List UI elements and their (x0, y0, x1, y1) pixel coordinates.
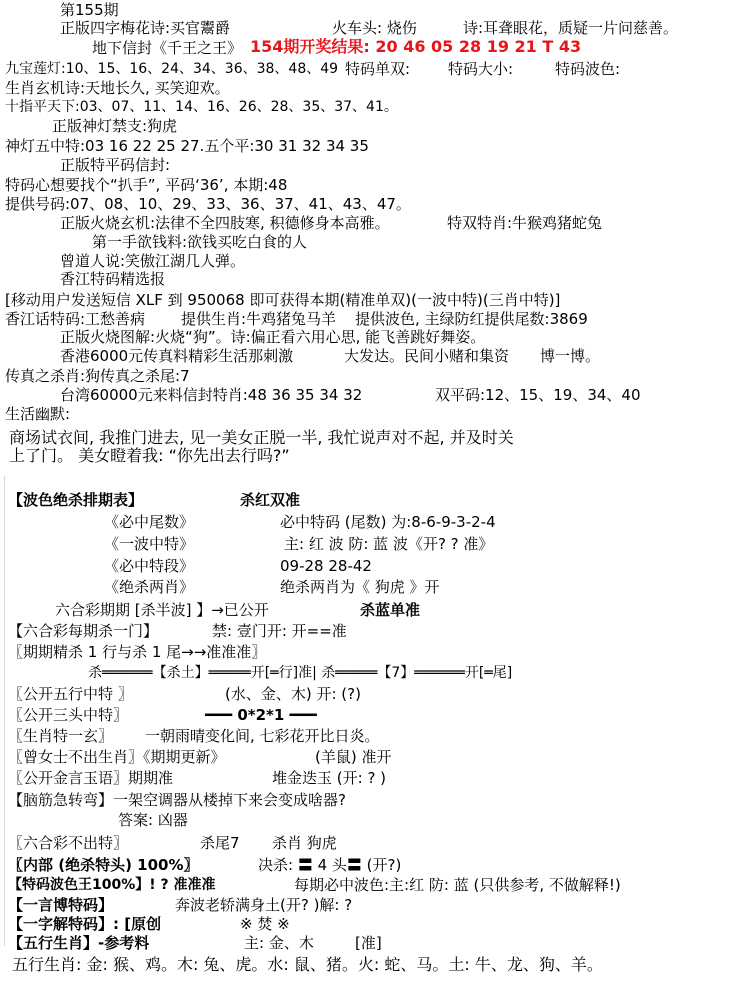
fax-kill: 传真之杀肖:狗传真之杀尾:7 (5, 367, 190, 385)
once-said: 曾道人说:笑傲江湖几人弹。 (60, 252, 246, 270)
one-char-value: ※ 焚 ※ (240, 915, 290, 933)
must-segment-value: 09-28 28-42 (280, 557, 372, 575)
double-flat: 双平码:12、15、19、34、40 (435, 386, 641, 404)
tw-60000: 台湾60000元来料信封特肖:48 36 35 34 32 (60, 386, 363, 404)
not-out: 〖六合彩不出特〗 (8, 834, 129, 852)
kill-two: 《绝杀两肖》 (104, 578, 195, 596)
forbidden-branch: 正版神灯禁支:狗虎 (52, 117, 178, 135)
one-word-value: 奔波老轿满身土(开? )解: ? (175, 896, 353, 914)
special-odd-even: 特码单双: (345, 60, 411, 78)
provided-numbers: 提供号码:07、08、10、29、33、36、37、41、43、47。 (5, 195, 411, 213)
three-heads-value: ━━━ 0*2*1 ━━━ (205, 706, 317, 724)
gold-jade-value: 堆金迭玉 (开: ? ) (272, 769, 387, 787)
ten-fingers: 十指平天下:03、07、11、14、16、26、28、35、37、41。 (5, 99, 398, 115)
riddle-answer: 答案: 凶器 (118, 811, 188, 829)
five-zodiac-ok: [准] (355, 934, 382, 952)
first-craving: 第一手欲钱料:欲钱买吃白食的人 (92, 233, 308, 251)
five-elements-value: (水、金、木) 开: (?) (225, 685, 361, 703)
special-size: 特码大小: (448, 60, 514, 78)
issue-number: 第155期 (60, 1, 119, 19)
fire-mystery: 正版火烧玄机:法律不全四肢寒, 积德修身本高雅。 (60, 214, 390, 232)
hk-6000-b: 大发达。民间小赌和集资 (344, 347, 510, 365)
one-char: 【一字解特码】: [原创 (8, 915, 162, 933)
five-zodiac-main: 主: 金、木 (244, 934, 314, 952)
kill-red: 杀红双准 (240, 491, 301, 509)
five-zodiac: 【五行生肖】-参考料 (8, 934, 150, 952)
poem-text: 诗:耳聋眼花，质疑一片问慈善。 (463, 19, 679, 37)
inner-head-value: 决杀: 〓 4 头〓 (开?) (258, 856, 402, 874)
gold-jade: 〖公开金言玉语〗期期准 (8, 769, 174, 787)
kill-earth-row: 杀══════【杀土】═════开[═行]准| 杀═════【7】══════开[═尾] (88, 665, 513, 681)
not-out-zodiac: 杀肖 狗虎 (272, 834, 337, 852)
five-elements: 〖公开五行中特 〗 (8, 685, 133, 703)
kill-door-value: 禁: 壹门开: 开==准 (212, 622, 347, 640)
underground-letter: 地下信封《千王之王》 (92, 39, 243, 57)
humor-title: 生活幽默: (5, 405, 71, 423)
find-hand: 特码心想要找个“扒手”, 平码‘36’, 本期:48 (5, 176, 288, 194)
lotus-lantern: 九宝莲灯:10、15、16、24、34、36、38、48、49 (5, 61, 339, 77)
riddle: 【脑筋急转弯】一架空调器从楼掉下来会变成啥器? (8, 791, 346, 809)
must-tail: 《必中尾数》 (104, 513, 195, 531)
train-head: 火车头: 烧伤 (332, 19, 417, 37)
hk-select: 香江特码精选报 (60, 270, 166, 288)
must-tail-value: 必中特码 (尾数) 为:8-6-9-3-2-4 (280, 513, 496, 531)
five-zodiac-list: 五行生肖: 金: 猴、鸡。木: 兔、虎。水: 鼠、猪。火: 蛇、马。土: 牛、龙、狗、羊。 (12, 955, 603, 974)
row-tail-kill: 〖期期精杀 1 行与杀 1 尾→→准准准〗 (8, 643, 267, 661)
one-word: 【一言博特码】 (8, 896, 114, 914)
provide-zodiac: 提供生肖:牛鸡猪兔马羊 (181, 310, 337, 328)
wave-table-title: 【波色绝杀排期表】 (8, 491, 144, 509)
special-wave: 特码波色: (555, 60, 621, 78)
one-wave-value: 主: 红 波 防: 蓝 波《开? ? 准》 (284, 535, 494, 553)
zodiac-mystery: 生肖玄机诗:天地长久, 买笑迎欢。 (5, 79, 230, 97)
fire-graph: 正版火烧图解:火烧“狗”。诗:偏正看六用心思, 能飞善跳好舞姿。 (60, 328, 486, 346)
lamp-five: 神灯五中特:03 16 22 25 27.五个平:30 31 32 34 35 (5, 137, 369, 155)
hk-words: 香江话特码:工愁善病 (5, 310, 146, 328)
draw-result: 154期开奖结果: 20 46 05 28 19 21 T 43 (250, 37, 582, 56)
provide-wave: 提供波色, 主绿防红提供尾数:3869 (355, 310, 588, 328)
kill-two-value: 绝杀两肖为《 狗虎 》开 (280, 578, 440, 596)
one-wave: 《一波中特》 (104, 535, 195, 553)
ms-zeng-value: (羊鼠) 准开 (315, 748, 392, 766)
ms-zeng: 〖曾女士不出生肖〗《期期更新》 (8, 748, 226, 766)
six-half-wave: 六合彩期期 [杀半波] 】→已公开 (55, 601, 269, 619)
plum-poem: 正版四字梅花诗:买官鬻爵 (60, 19, 231, 37)
inner-head: 〖内部 (绝杀特头) 100%〗 (8, 856, 199, 874)
zodiac-one-value: 一朝雨晴变化间, 七彩花开比日炎。 (145, 727, 380, 745)
hk-6000: 香港6000元传真料精彩生活那刺激 (60, 347, 294, 365)
not-out-tail: 杀尾7 (200, 834, 240, 852)
kill-door: 【六合彩每期杀一门】 (8, 622, 159, 640)
flat-letter: 正版特平码信封: (60, 156, 171, 174)
joke-line-1: 商场试衣间, 我推门进去, 见一美女正脱一半, 我忙说声对不起, 并及时关 (9, 428, 514, 447)
hk-6000-c: 博一博。 (540, 347, 601, 365)
kill-blue: 杀蓝单准 (360, 601, 421, 619)
must-segment: 《必中特段》 (104, 557, 195, 575)
joke-line-2: 上了门。 美女瞪着我: “你先出去行吗?” (9, 446, 290, 465)
sms-notice: [移动用户发送短信 XLF 到 950068 即可获得本期(精准单双)(一波中特)(三肖中特)] (5, 291, 561, 309)
wave-king: 【特码波色王100%】! ? 准准准 (8, 877, 216, 893)
double-zodiac: 特双特肖:牛猴鸡猪蛇兔 (447, 214, 603, 232)
wave-king-value: 每期必中波色:主:红 防: 蓝 (只供参考, 不做解释!) (294, 876, 621, 894)
three-heads: 〖公开三头中特〗 (8, 706, 129, 724)
zodiac-one: 〖生肖特一玄〗 (8, 727, 114, 745)
